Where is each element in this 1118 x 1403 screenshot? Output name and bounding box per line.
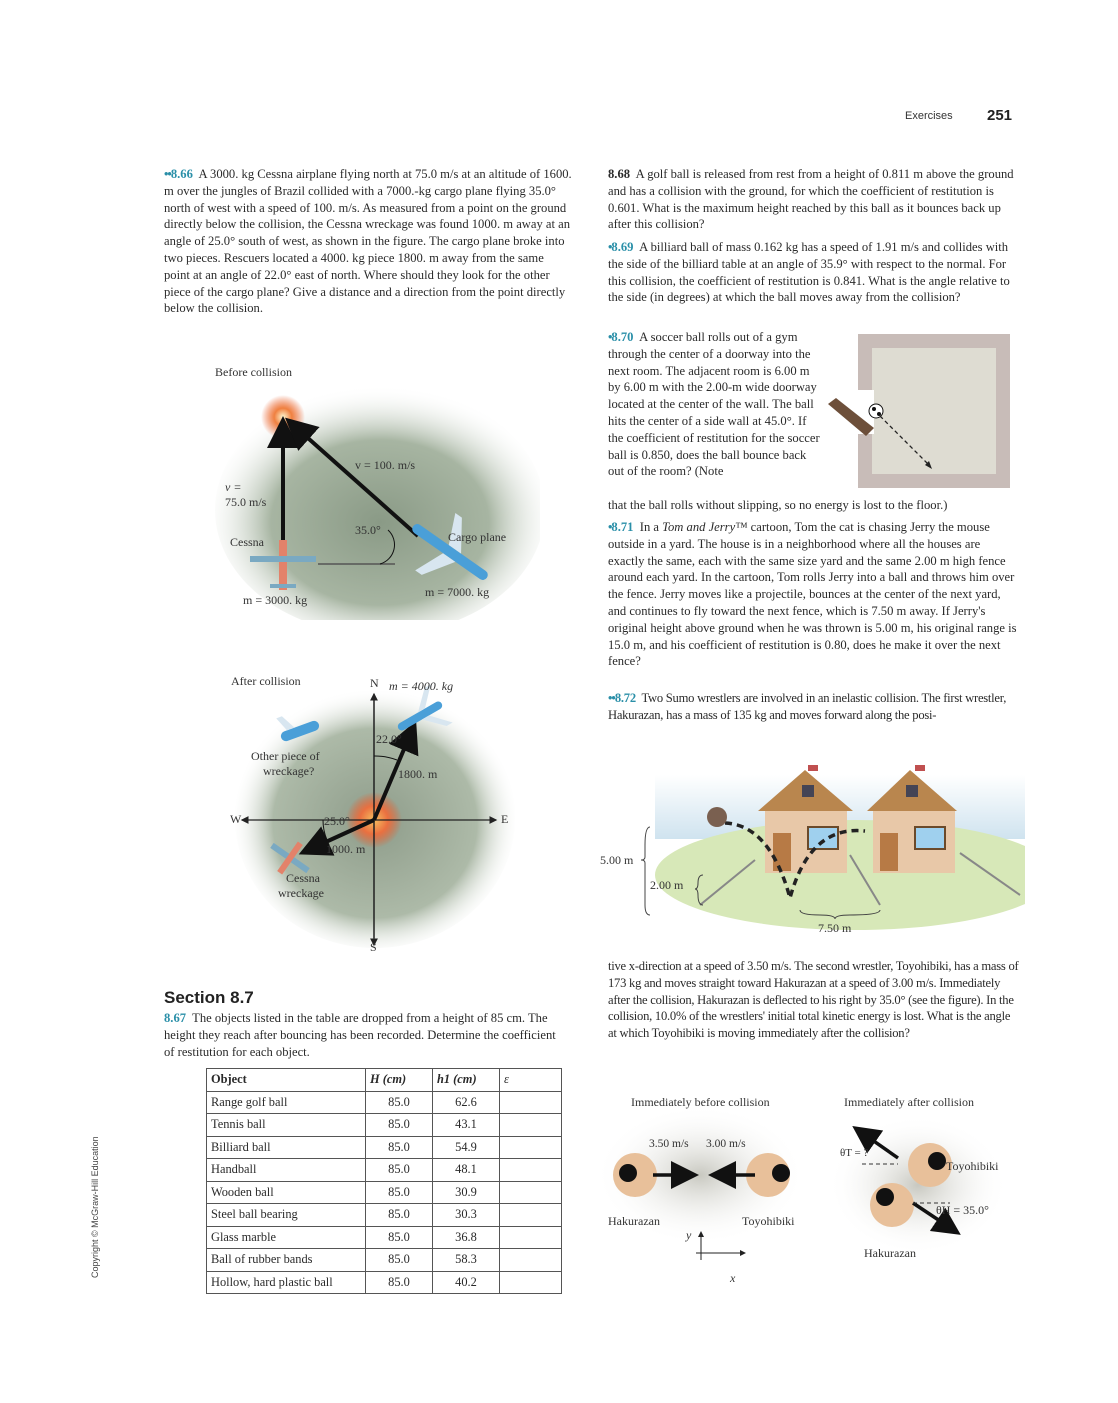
before-collision-title: Before collision bbox=[215, 365, 292, 379]
problem-number: 8.66 bbox=[170, 167, 193, 181]
cell-h1: 62.6 bbox=[433, 1091, 500, 1114]
cell-H: 85.0 bbox=[366, 1204, 433, 1227]
table-row bbox=[207, 1271, 562, 1294]
brace-5m bbox=[641, 827, 650, 915]
problem-text: cartoon, Tom the cat is chasing Jerry the mouse outside in a yard. The house is in a neighborhood where all the houses are exactly the same, each with the same size yard and the same 2.00 m high fence around each yard. In the cartoon, Tom rolls Jerry into a ball and throws him over the fence. Jerry moves like a projectile, bounces at the center of the next yard, and continues to fly toward the next fence, which is 7.50 m away. If Jerry's original height above ground when he was thrown is 5.00 m, his original range is 15.0 m, and his coefficient of restitution is 0.80, does he make it over the next fence? bbox=[608, 520, 1017, 669]
piece-mass-label: m = 4000. kg bbox=[389, 679, 454, 693]
table-row bbox=[207, 1226, 562, 1249]
figure-sumo bbox=[600, 1085, 1020, 1295]
cell-object: Steel ball bearing bbox=[207, 1204, 366, 1227]
toyohibiki-after-label: Toyohibiki bbox=[946, 1159, 999, 1173]
cell-H: 85.0 bbox=[366, 1159, 433, 1182]
toyohibiki-speed-label: 3.00 m/s bbox=[706, 1138, 746, 1150]
cell-H: 85.0 bbox=[366, 1249, 433, 1272]
cell-epsilon bbox=[500, 1249, 562, 1272]
theta-t-label: θT = ? bbox=[840, 1147, 869, 1159]
cell-epsilon bbox=[500, 1114, 562, 1137]
cell-H: 85.0 bbox=[366, 1136, 433, 1159]
cell-h1: 48.1 bbox=[433, 1159, 500, 1182]
cell-H: 85.0 bbox=[366, 1114, 433, 1137]
cargo-mass-label: m = 7000. kg bbox=[425, 585, 490, 599]
height-5m-label: 5.00 m bbox=[600, 853, 634, 867]
cell-epsilon bbox=[500, 1136, 562, 1159]
room-floor bbox=[872, 348, 996, 474]
problem-text: The objects listed in the table are dropped from a height of 85 cm. The height they reach after bouncing has been recorded. Determine the coefficient of restitution for each object. bbox=[164, 1011, 556, 1059]
other-wreckage-label-1: Other piece of bbox=[251, 749, 320, 763]
cell-H: 85.0 bbox=[366, 1091, 433, 1114]
after-title: Immediately after collision bbox=[844, 1095, 974, 1109]
cell-h1: 30.9 bbox=[433, 1181, 500, 1204]
cell-epsilon bbox=[500, 1271, 562, 1294]
cessna-wreckage-label-1: Cessna bbox=[286, 871, 320, 885]
problem-number: 8.69 bbox=[611, 240, 634, 254]
after-collision-diagram bbox=[220, 668, 530, 963]
sumo-diagram bbox=[600, 1085, 1020, 1295]
cessna-mass-label: m = 3000. kg bbox=[243, 593, 308, 607]
col-epsilon: ε bbox=[500, 1069, 562, 1092]
cell-object: Ball of rubber bands bbox=[207, 1249, 366, 1272]
section-heading: Section 8.7 bbox=[164, 988, 254, 1007]
difficulty-dots: •• bbox=[164, 167, 171, 181]
table-row bbox=[207, 1091, 562, 1114]
problem-8-69 bbox=[608, 239, 1018, 306]
cell-h1: 40.2 bbox=[433, 1271, 500, 1294]
cell-epsilon bbox=[500, 1181, 562, 1204]
cell-h1: 58.3 bbox=[433, 1249, 500, 1272]
table-row bbox=[207, 1181, 562, 1204]
cell-epsilon bbox=[500, 1204, 562, 1227]
problem-8-72 bbox=[608, 690, 1020, 724]
toyohibiki-before-label: Toyohibiki bbox=[742, 1214, 795, 1228]
cell-epsilon bbox=[500, 1091, 562, 1114]
cell-h1: 36.8 bbox=[433, 1226, 500, 1249]
west-label: W bbox=[230, 812, 242, 826]
distance-7-5m-label: 7.50 m bbox=[818, 921, 852, 935]
cell-object: Glass marble bbox=[207, 1226, 366, 1249]
north-label: N bbox=[370, 676, 379, 690]
problem-8-70 bbox=[608, 329, 820, 480]
col-h1: h1 (cm) bbox=[433, 1069, 500, 1092]
table-row bbox=[207, 1249, 562, 1272]
difficulty-dots: • bbox=[608, 330, 612, 344]
problem-number: 8.71 bbox=[611, 520, 634, 534]
cessna-label: Cessna bbox=[230, 535, 264, 549]
difficulty-dots: • bbox=[608, 240, 612, 254]
before-title: Immediately before collision bbox=[631, 1095, 770, 1109]
cell-object: Handball bbox=[207, 1159, 366, 1182]
cell-H: 85.0 bbox=[366, 1181, 433, 1204]
cessna-velocity-label-1 bbox=[225, 480, 241, 495]
problem-8-67 bbox=[164, 1010, 564, 1060]
problem-number: 8.70 bbox=[611, 330, 634, 344]
soccer-ball-icon bbox=[869, 404, 883, 418]
cell-epsilon bbox=[500, 1226, 562, 1249]
height-2m-label: 2.00 m bbox=[650, 878, 684, 892]
room-diagram bbox=[820, 332, 1015, 492]
cargo-velocity-label: v = 100. m/s bbox=[355, 458, 416, 472]
problem-text: A soccer ball rolls out of a gym through the center of a doorway into the next room. The adjacent room is 6.00 m by 6.00 m with the 2.00-m wide doorway located at the center of the wall. The ball hits the center of a side wall at 45.0°. If the coefficient of restitution for the soccer ball is 0.850, does the ball bounce back out of the room? (Note bbox=[608, 330, 820, 479]
cell-H: 85.0 bbox=[366, 1226, 433, 1249]
theta-h-label: θH = 35.0° bbox=[936, 1203, 989, 1217]
cessna-distance-label: 1000. m bbox=[326, 842, 366, 856]
problem-number: 8.72 bbox=[614, 691, 636, 705]
problem-8-72-continued: tive x-direction at a speed of 3.50 m/s. The second wrestler, Toyohibiki, has a mass of 173 kg and moves straight toward Hakurazan at a speed of 3.00 m/s. Immediately after the collision, Hakurazan is deflected to his right by 35.0° (see the figure). In the collision, 10.0% of the wrestlers' initial total kinetic energy is lost. What is the angle at which Toyohibiki is moving immediately after the collision? bbox=[608, 959, 1019, 1041]
table-row bbox=[207, 1204, 562, 1227]
problem-number: 8.67 bbox=[164, 1011, 187, 1025]
problem-8-66 bbox=[164, 166, 572, 317]
cessna-velocity-value: 75.0 m/s bbox=[225, 495, 267, 509]
figure-after-collision bbox=[220, 668, 530, 963]
problem-8-68 bbox=[608, 166, 1018, 233]
piece-distance-label: 1800. m bbox=[398, 767, 438, 781]
cell-object: Billiard ball bbox=[207, 1136, 366, 1159]
problem-8-70-continued: that the ball rolls without slipping, so no energy is lost to the floor.) bbox=[608, 498, 948, 512]
cell-object: Range golf ball bbox=[207, 1091, 366, 1114]
angle-label: 35.0° bbox=[355, 523, 381, 537]
cell-H: 85.0 bbox=[366, 1271, 433, 1294]
west-angle-label: 25.0° bbox=[324, 814, 350, 828]
hakurazan-before-label: Hakurazan bbox=[608, 1214, 660, 1228]
cell-h1: 43.1 bbox=[433, 1114, 500, 1137]
cell-object: Tennis ball bbox=[207, 1114, 366, 1137]
cessna-velocity-symbol: v = bbox=[225, 480, 242, 494]
table-row bbox=[207, 1136, 562, 1159]
jerry-icon bbox=[707, 807, 727, 827]
problem-8-71 bbox=[608, 519, 1018, 670]
before-collision-diagram bbox=[200, 360, 540, 620]
table-row bbox=[207, 1114, 562, 1137]
cell-h1: 30.3 bbox=[433, 1204, 500, 1227]
y-axis-label: y bbox=[686, 1228, 692, 1242]
problem-text-pre: In a bbox=[639, 520, 659, 534]
south-label: S bbox=[370, 940, 377, 954]
problem-text: A billiard ball of mass 0.162 kg has a speed of 1.91 m/s and collides with the side of the billiard table at an angle of 35.9° with respect to the normal. For this collision, the coefficient of restitution is 0.841. What is the angle relative to the side (in degrees) at which the ball moves away from the collision? bbox=[608, 240, 1010, 305]
houses-diagram bbox=[595, 765, 1025, 940]
after-collision-title: After collision bbox=[231, 674, 301, 688]
hakurazan-speed-label: 3.50 m/s bbox=[649, 1138, 689, 1150]
hakurazan-after-label: Hakurazan bbox=[864, 1246, 916, 1260]
running-header-section: Exercises bbox=[905, 110, 953, 122]
col-object: Object bbox=[207, 1069, 366, 1092]
problem-text: Two Sumo wrestlers are involved in an inelastic collision. The first wrestler, Hakurazan, has a mass of 135 kg and moves forward along the posi- bbox=[608, 691, 1007, 722]
restitution-table bbox=[206, 1068, 562, 1294]
table-header-row bbox=[207, 1069, 562, 1092]
east-label: E bbox=[501, 812, 509, 826]
cell-object: Wooden ball bbox=[207, 1181, 366, 1204]
cell-h1: 54.9 bbox=[433, 1136, 500, 1159]
difficulty-dots: •• bbox=[608, 691, 615, 705]
cell-object: Hollow, hard plastic ball bbox=[207, 1271, 366, 1294]
figure-soccer-room bbox=[820, 332, 1015, 492]
figure-before-collision bbox=[200, 360, 540, 620]
col-H: H (cm) bbox=[366, 1069, 433, 1092]
copyright-notice: Copyright © McGraw-Hill Education bbox=[90, 1136, 100, 1278]
difficulty-dots: • bbox=[608, 520, 612, 534]
cessna-wreckage-label-2: wreckage bbox=[278, 886, 324, 900]
cartoon-title: Tom and Jerry™ bbox=[662, 520, 748, 534]
cell-epsilon bbox=[500, 1159, 562, 1182]
after-background bbox=[828, 1115, 1008, 1255]
problem-number: 8.68 bbox=[608, 167, 631, 181]
north-angle-label: 22.0° bbox=[376, 732, 402, 746]
cargo-plane-label: Cargo plane bbox=[448, 530, 507, 544]
problem-text: A golf ball is released from rest from a height of 0.811 m above the ground and has a collision with the ground, for which the coefficient of restitution is 0.601. What is the maximum height reached by this ball as it bounces back up after this collision? bbox=[608, 167, 1014, 232]
table-row bbox=[207, 1159, 562, 1182]
figure-houses bbox=[595, 765, 1025, 940]
problem-text: A 3000. kg Cessna airplane flying north at 75.0 m/s at an altitude of 1600. m over the jungles of Brazil collided with a 7000.-kg cargo plane flying 35.0° north of west with a speed of 100. m/s. As measured from a point on the ground directly below the collision, the Cessna wreckage was found 1000. m away at an angle of 25.0° south of west, as shown in the figure. The cargo plane broke into two pieces. Rescuers located a 4000. kg piece 1800. m away from the same point at an angle of 22.0° east of north. Where should they look for the other piece of the cargo plane? Give a distance and a direction from the point directly below the collision. bbox=[164, 167, 572, 316]
page-number: 251 bbox=[987, 107, 1013, 124]
x-axis-label: x bbox=[730, 1271, 736, 1285]
other-wreckage-label-2: wreckage? bbox=[263, 764, 315, 778]
hakurazan-after-icon bbox=[870, 1183, 914, 1227]
